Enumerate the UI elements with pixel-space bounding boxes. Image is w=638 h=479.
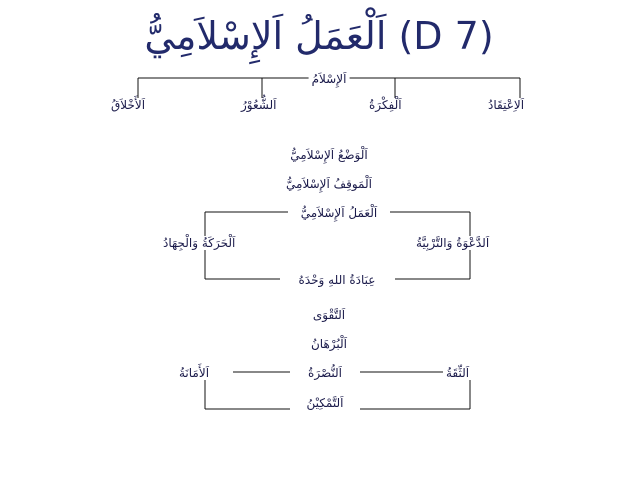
node-shuur: اَلشُّعُوْرُ bbox=[238, 98, 279, 112]
node-harakah: اَلْحَرَكَةُ وَالْجِهَادُ bbox=[160, 236, 238, 250]
node-dawah: اَلدَّعْوَةُ وَالتَّرْبِيَّةُ bbox=[413, 236, 492, 250]
node-wadh: اَلْوَضْعُ اَلإِسْلاَمِيُّ bbox=[287, 148, 370, 162]
node-fikrah: اَلْفِكْرَةُ bbox=[366, 98, 405, 112]
node-mawqif: اَلْمَوقِفُ اَلإِسْلاَمِيُّ bbox=[283, 177, 375, 191]
node-tamkin: اَلتَّمْكِيْنُ bbox=[304, 396, 347, 410]
node-thiqah: اَلثِّقَةُ bbox=[443, 366, 472, 380]
node-islam: اَلإِسْلاَمُ bbox=[309, 72, 350, 86]
node-amal: اَلْعَمَلُ اَلإِسْلاَمِيُّ bbox=[298, 206, 380, 220]
node-akhlaq: اَلأَخْلاَقُ bbox=[108, 98, 148, 112]
node-nusrah: اَلنُّصْرَةُ bbox=[305, 366, 345, 380]
node-taqwa: اَلتَّقْوَى bbox=[310, 308, 348, 322]
node-amanah: اَلأَمَانَةُ bbox=[176, 366, 212, 380]
node-burhan: اَلْبُرْهَانُ bbox=[308, 337, 350, 351]
diagram-title: اَلْعَمَلُ اَلإِسْلاَمِيُّ (D 7) bbox=[144, 14, 494, 58]
node-aqeedah: اَلاِعْتِقَادُ bbox=[485, 98, 527, 112]
node-ibadah: عِبَادَةُ اللهِ وَحْدَهُ bbox=[296, 273, 379, 287]
